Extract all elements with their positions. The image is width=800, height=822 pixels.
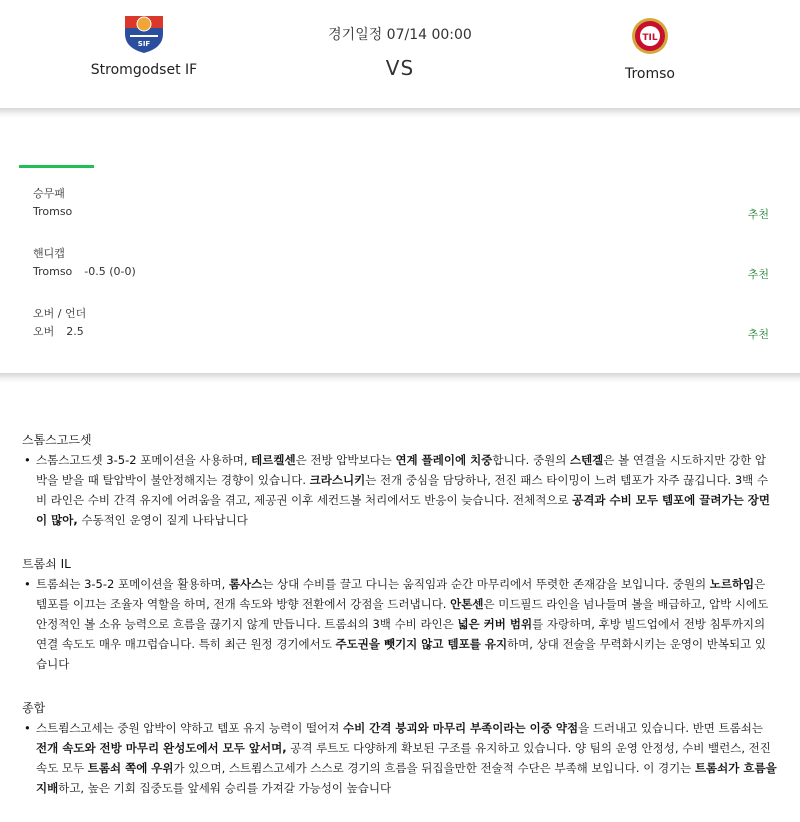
- highlight-text: 트롬쇠가 흐름을 지배: [36, 761, 777, 795]
- highlight-text: 안톤센: [450, 597, 484, 611]
- highlight-text: 스텐겔: [569, 453, 604, 467]
- tromso-crest-icon: [630, 14, 670, 58]
- analysis-section-home: [22, 430, 777, 530]
- vs-label: VS: [385, 56, 415, 80]
- pick-selection: [33, 324, 773, 340]
- home-team-name: Stromgodset IF: [90, 62, 198, 78]
- body-text: 스트룀스고세는 중원 압박이 약하고 템포 유지 능력이 떨어져: [36, 721, 343, 735]
- pick-handicap[interactable]: [33, 246, 773, 280]
- active-tab-indicator: [19, 165, 94, 168]
- pick-line: 2.5: [66, 325, 84, 338]
- analysis-text: [36, 450, 777, 530]
- highlight-text: 넓은 커버 범위: [457, 617, 533, 631]
- body-text: 가 있으며, 스트룀스고세가 스스로 경기의 흐름을 뒤집을만한 전술적 수단은 부족해 보입니다. 이 경기는: [173, 761, 695, 775]
- body-text: 은 미드필드 라인을 넘나들며 볼을 배급하고, 압박 시에도 안정적인 볼 소유 능력으로 흐름을 끊기지 않게 만듭니다. 트롬쇠의 3백 수비 라인은: [36, 597, 769, 631]
- pick-selection: [33, 264, 773, 280]
- recommend-badge: 추천: [747, 268, 769, 281]
- match-analysis: [22, 430, 777, 822]
- body-text: 공격 루트도 다양하게 확보된 구조를 유지하고 있습니다. 양 팀의 운영 안정성, 수비 밸런스, 전진 속도 모두: [36, 741, 771, 775]
- highlight-text: 공격과 수비 모두 템포에 끌려가는 장면이 많아,: [36, 493, 770, 527]
- section-title: 스톰스고드셋: [22, 433, 92, 447]
- body-text: 스톰스고드셋 3-5-2 포메이션을 사용하며,: [36, 453, 252, 467]
- away-crest-text: TIL: [642, 33, 658, 43]
- highlight-text: 테르켈센: [251, 453, 296, 467]
- body-text: 하며, 상대 전술을 무력화시키는 운영이 반복되고 있습니다: [36, 637, 766, 671]
- body-text: 합니다. 중원의: [492, 453, 570, 467]
- analysis-text: [36, 574, 777, 674]
- match-header: [0, 0, 800, 108]
- body-text: 를 자랑하며, 후방 빌드업에서 전방 침투까지의 연결 속도도 매우 매끄럽습니다. 특히 최근 원정 경기에서도: [36, 617, 766, 651]
- away-team[interactable]: [570, 14, 730, 82]
- pick-selection-team: Tromso: [33, 205, 73, 218]
- highlight-text: 크라스니키: [309, 473, 366, 487]
- analysis-text: [36, 718, 777, 798]
- pick-label: 승무패: [33, 187, 65, 200]
- body-text: 은 전방 압박보다는: [295, 453, 396, 467]
- pick-match-result[interactable]: [33, 186, 773, 220]
- away-team-name: Tromso: [624, 66, 675, 82]
- body-text: 을 드러내고 있습니다. 반면 트롬쇠는: [578, 721, 763, 735]
- recommend-badge: 추천: [747, 208, 769, 221]
- highlight-text: 주도권을 뺏기지 않고 템포를 유지: [335, 637, 508, 651]
- analysis-bullet: [22, 718, 777, 798]
- bullet-icon: •: [24, 453, 31, 467]
- pick-over-under[interactable]: [33, 306, 773, 340]
- body-text: 은 볼 연결을 시도하지만 강한 압박을 받을 때 탈압박이 불안정해지는 경향이 있습니다.: [36, 453, 766, 487]
- highlight-text: 연계 플레이에 치중: [395, 453, 493, 467]
- section-title: 트롬쇠 IL: [22, 557, 71, 571]
- pick-label: 핸디캡: [33, 247, 65, 260]
- analysis-section-away: [22, 554, 777, 674]
- body-text: 는 전개 중심을 담당하나, 전진 패스 타이밍이 느려 템포가 자주 끊깁니다. 3백 수비 라인은 수비 간격 유지에 어려움을 겪고, 제공권 이후 세컨드볼 처리에서도 반응이 늦습니다. 전체적으로: [36, 473, 769, 507]
- home-crest-text: SIF: [137, 40, 151, 48]
- analysis-bullet: [22, 450, 777, 530]
- body-text: 트롬쇠는 3-5-2 포메이션을 활용하며,: [36, 577, 229, 591]
- highlight-text: 전개 속도와 전방 마무리 완성도에서 모두 앞서며,: [36, 741, 287, 755]
- bullet-icon: •: [24, 721, 31, 735]
- bullet-icon: •: [24, 577, 31, 591]
- highlight-text: 롬사스: [228, 577, 263, 591]
- body-text: 수동적인 운영이 짙게 나타납니다: [77, 513, 248, 527]
- body-text: 은 템포를 이끄는 조율자 역할을 하며, 전개 속도와 방향 전환에서 강점을 드러냅니다.: [36, 577, 766, 611]
- body-text: 는 상대 수비를 끌고 다니는 움직임과 순간 마무리에서 뚜렷한 존재감을 보입니다. 중원의: [262, 577, 710, 591]
- pick-selection-option: 오버: [33, 325, 55, 338]
- highlight-text: 트롬쇠 쪽에 우위: [87, 761, 174, 775]
- betting-picks: [0, 118, 800, 373]
- section-divider: [0, 373, 800, 383]
- pick-selection-team: Tromso: [33, 265, 73, 278]
- recommend-badge: 추천: [747, 328, 769, 341]
- highlight-text: 노르하임: [709, 577, 755, 591]
- analysis-section-summary: [22, 698, 777, 798]
- pick-line: -0.5 (0-0): [84, 265, 136, 278]
- section-title: 종합: [22, 701, 46, 715]
- body-text: 하고, 높은 기회 집중도를 앞세워 승리를 가져갈 가능성이 높습니다: [58, 781, 392, 795]
- pick-selection: [33, 204, 773, 220]
- match-schedule: 경기일정 07/14 00:00: [328, 27, 472, 43]
- pick-label: 오버 / 언더: [33, 307, 87, 320]
- highlight-text: 수비 간격 붕괴와 마무리 부족이라는 이중 약점: [342, 721, 579, 735]
- section-divider: [0, 108, 800, 118]
- analysis-bullet: [22, 574, 777, 674]
